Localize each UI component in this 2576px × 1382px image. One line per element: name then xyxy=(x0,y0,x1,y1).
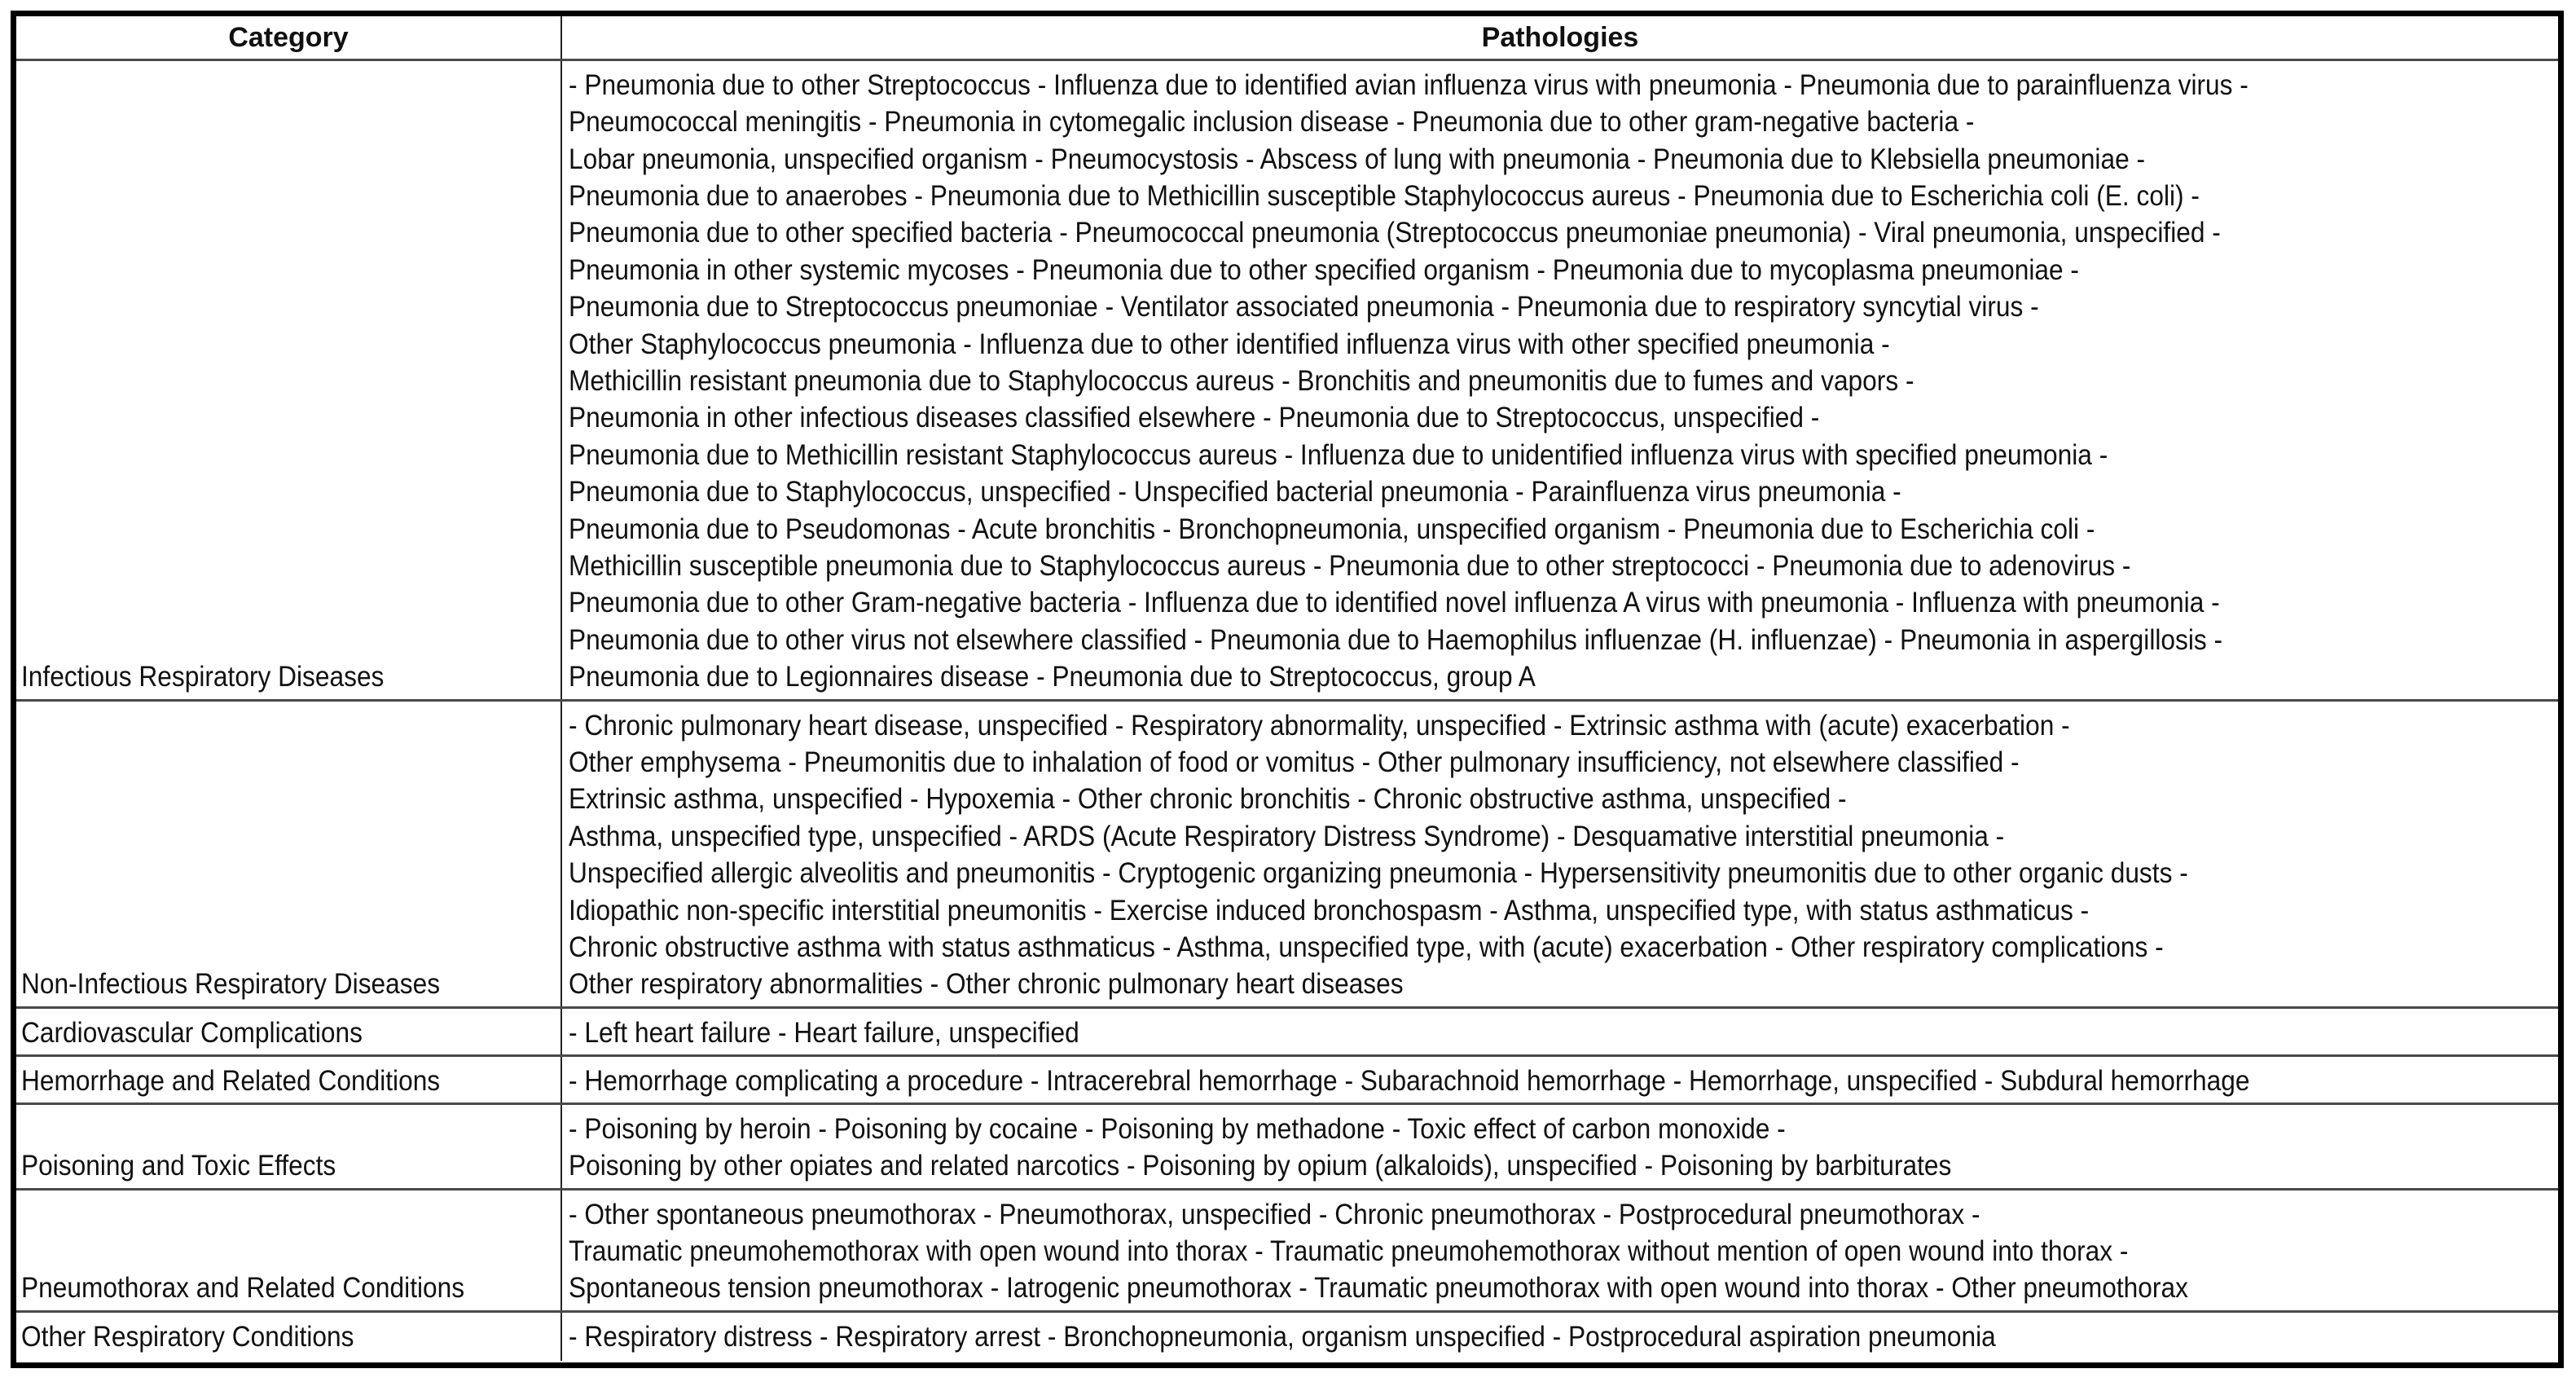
pathology-line: Pneumonia due to Methicillin resistant Staphylococcus aureus - Influenza due to unidentified influenza virus with specified pneumonia - xyxy=(569,439,2108,471)
pathology-line: Other emphysema - Pneumonitis due to inhalation of food or vomitus - Other pulmonary insufficiency, not elsewhere classified - xyxy=(569,746,2020,778)
pathology-line: Pneumonia in other systemic mycoses - Pneumonia due to other specified organism - Pneumonia due to mycoplasma pneumoniae - xyxy=(569,254,2079,286)
pathology-line: Pneumonia in other infectious diseases classified elsewhere - Pneumonia due to Streptococcus, unspecified - xyxy=(569,402,1820,434)
header-cell-pathologies xyxy=(562,16,2558,59)
category-cell xyxy=(16,1191,562,1310)
pathology-line: Other respiratory abnormalities - Other chronic pulmonary heart diseases xyxy=(569,968,1404,1000)
pathology-line: Pneumonia due to Staphylococcus, unspecified - Unspecified bacterial pneumonia - Parainfluenza virus pneumonia - xyxy=(569,476,1901,508)
pathology-line: - Hemorrhage complicating a procedure - Intracerebral hemorrhage - Subarachnoid hemorrhage - Hemorrhage, unspecified - Subdural hemorrhage xyxy=(569,1065,2250,1097)
category-label: Pneumothorax and Related Conditions xyxy=(21,1272,465,1304)
column-header-pathologies: Pathologies xyxy=(1481,22,1639,53)
pathology-line: - Left heart failure - Heart failure, unspecified xyxy=(569,1017,1079,1049)
pathology-line: Pneumonia due to Pseudomonas - Acute bronchitis - Bronchopneumonia, unspecified organism - Pneumonia due to Escherichia coli - xyxy=(569,513,2095,545)
header-cell-category xyxy=(16,16,562,59)
category-label: Non-Infectious Respiratory Diseases xyxy=(21,968,441,1000)
pathologies-cell xyxy=(562,1191,2558,1310)
pathology-line: - Respiratory distress - Respiratory arrest - Bronchopneumonia, organism unspecified - Postprocedural aspiration pneumonia xyxy=(569,1321,1996,1353)
pathology-line: Methicillin resistant pneumonia due to Staphylococcus aureus - Bronchitis and pneumonitis due to fumes and vapors - xyxy=(569,365,1914,397)
pathology-line: - Other spontaneous pneumothorax - Pneumothorax, unspecified - Chronic pneumothorax - Postprocedural pneumothorax - xyxy=(569,1199,1980,1230)
pathologies-cell xyxy=(562,1009,2558,1054)
pathology-line: Unspecified allergic alveolitis and pneumonitis - Cryptogenic organizing pneumonia - Hypersensitivity pneumonitis due to other organic dusts - xyxy=(569,857,2188,889)
pathology-line: Traumatic pneumohemothorax with open wound into thorax - Traumatic pneumohemothorax without mention of open wound into thorax - xyxy=(569,1235,2129,1267)
category-cell xyxy=(16,1009,562,1054)
pathologies-cell xyxy=(562,702,2558,1006)
pathologies-cell xyxy=(562,61,2558,699)
table-row xyxy=(16,1009,2558,1057)
pathology-line: Pneumococcal meningitis - Pneumonia in cytomegalic inclusion disease - Pneumonia due to other gram-negative bacteria - xyxy=(569,106,1975,138)
table-row xyxy=(16,1191,2558,1313)
pathology-line: Spontaneous tension pneumothorax - Iatrogenic pneumothorax - Traumatic pneumothorax with open wound into thorax - Other pneumothorax xyxy=(569,1272,2188,1304)
pathology-line: Chronic obstructive asthma with status asthmaticus - Asthma, unspecified type, with (acute) exacerbation - Other respiratory complications - xyxy=(569,931,2164,963)
pathology-line: Asthma, unspecified type, unspecified - ARDS (Acute Respiratory Distress Syndrome) - Desquamative interstitial pneumonia - xyxy=(569,821,2005,852)
pathology-line: Extrinsic asthma, unspecified - Hypoxemia - Other chronic bronchitis - Chronic obstructive asthma, unspecified - xyxy=(569,783,1847,815)
pathology-line: Idiopathic non-specific interstitial pneumonitis - Exercise induced bronchospasm - Asthma, unspecified type, with status asthmaticus - xyxy=(569,895,2090,926)
category-label: Poisoning and Toxic Effects xyxy=(21,1150,336,1182)
pathology-line: - Chronic pulmonary heart disease, unspecified - Respiratory abnormality, unspecified - Extrinsic asthma with (acute) exacerbation - xyxy=(569,710,2070,742)
category-label: Infectious Respiratory Diseases xyxy=(21,661,385,693)
pathology-line: Poisoning by other opiates and related narcotics - Poisoning by opium (alkaloids), unspecified - Poisoning by barbiturates xyxy=(569,1150,1952,1182)
category-label: Cardiovascular Complications xyxy=(21,1017,363,1049)
pathology-line: Pneumonia due to other Gram-negative bacteria - Influenza due to identified novel influenza A virus with pneumonia - Influenza with pneumonia - xyxy=(569,587,2220,618)
pathologies-cell xyxy=(562,1057,2558,1103)
pathology-line: - Poisoning by heroin - Poisoning by cocaine - Poisoning by methadone - Toxic effect of carbon monoxide - xyxy=(569,1113,1786,1145)
pathologies-cell xyxy=(562,1105,2558,1188)
category-cell xyxy=(16,702,562,1006)
pathology-line: Pneumonia due to Legionnaires disease - Pneumonia due to Streptococcus, group A xyxy=(569,661,1536,693)
table-row xyxy=(16,1105,2558,1191)
pathology-line: Lobar pneumonia, unspecified organism - Pneumocystosis - Abscess of lung with pneumonia - Pneumonia due to Klebsiella pneumoniae - xyxy=(569,143,2146,175)
category-label: Hemorrhage and Related Conditions xyxy=(21,1065,441,1097)
table-row xyxy=(16,61,2558,702)
table-row xyxy=(16,1313,2558,1361)
pathology-line: Pneumonia due to other specified bacteria - Pneumococcal pneumonia (Streptococcus pneumoniae pneumonia) - Viral pneumonia, unspecified - xyxy=(569,217,2221,249)
column-header-category: Category xyxy=(228,22,349,53)
category-label: Other Respiratory Conditions xyxy=(21,1321,354,1353)
table-row xyxy=(16,1057,2558,1105)
table-header-row xyxy=(16,16,2558,61)
pathologies-cell xyxy=(562,1313,2558,1361)
category-cell xyxy=(16,1105,562,1188)
pathology-line: - Pneumonia due to other Streptococcus - Influenza due to identified avian influenza virus with pneumonia - Pneumonia due to parainfluenza virus - xyxy=(569,69,2249,101)
pathology-line: Pneumonia due to other virus not elsewhere classified - Pneumonia due to Haemophilus influenzae (H. influenzae) - Pneumonia in aspergillosis - xyxy=(569,624,2223,656)
pathology-line: Pneumonia due to Streptococcus pneumoniae - Ventilator associated pneumonia - Pneumonia due to respiratory syncytial virus - xyxy=(569,291,2039,323)
category-cell xyxy=(16,1057,562,1103)
pathology-line: Pneumonia due to anaerobes - Pneumonia due to Methicillin susceptible Staphylococcus aureus - Pneumonia due to Escherichia coli (E. coli) - xyxy=(569,180,2200,212)
category-cell xyxy=(16,61,562,699)
table-row xyxy=(16,702,2558,1009)
pathology-table xyxy=(11,11,2564,1368)
pathology-line: Other Staphylococcus pneumonia - Influenza due to other identified influenza virus with other specified pneumonia - xyxy=(569,328,1890,360)
category-cell xyxy=(16,1313,562,1361)
pathology-line: Methicillin susceptible pneumonia due to Staphylococcus aureus - Pneumonia due to other streptococci - Pneumonia due to adenovirus - xyxy=(569,550,2131,582)
